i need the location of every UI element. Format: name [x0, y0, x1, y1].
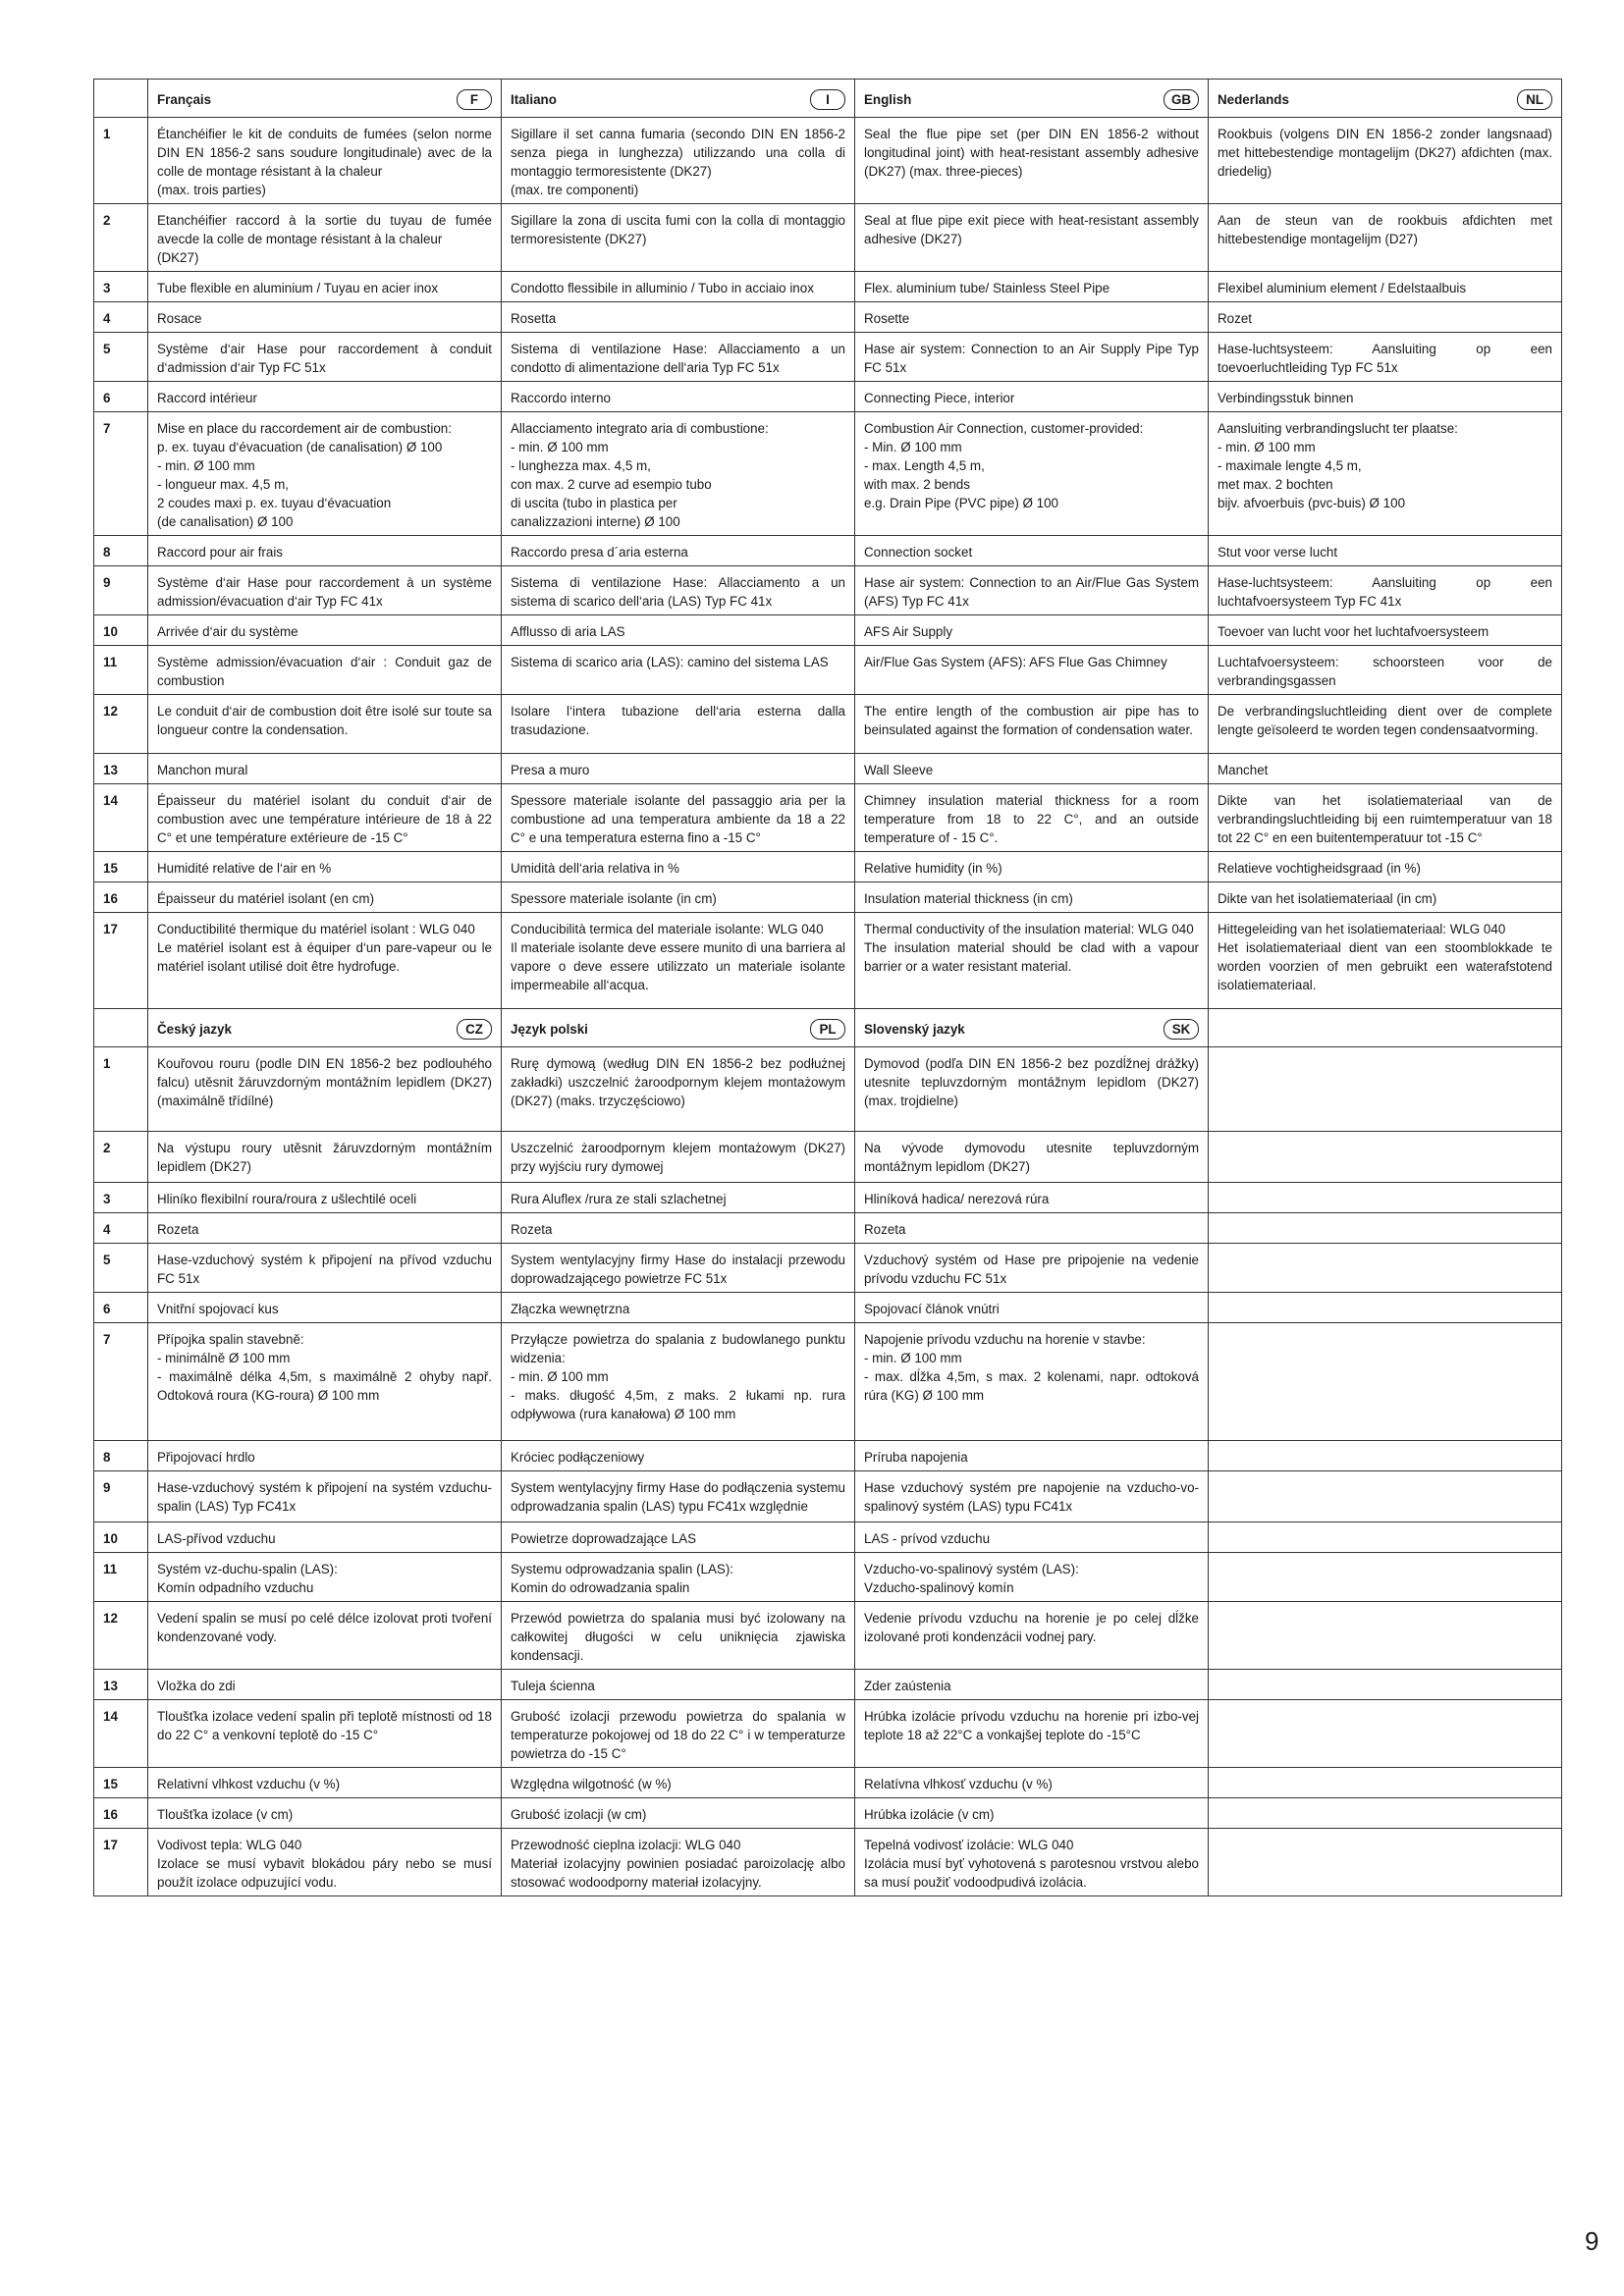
- translation-cell: Vodivost tepla: WLG 040 Izolace se musí vybavit blokádou páry nebo se musí použít izolace odpuzující vodu.: [148, 1829, 502, 1896]
- translation-cell: Raccordo interno: [502, 382, 855, 412]
- translation-cell: Conducibilità termica del materiale isolante: WLG 040 Il materiale isolante deve essere munito di una barriera al vapore o deve essere utilizzato un materiale isolante impermeabile all‘acqua.: [502, 913, 855, 1009]
- translation-cell: Raccordo presa d´aria esterna: [502, 536, 855, 566]
- translation-cell: Spojovací článok vnútri: [855, 1293, 1209, 1323]
- translation-cell: Hase air system: Connection to an Air/Flue Gas System (AFS) Typ FC 41x: [855, 566, 1209, 615]
- translation-cell: Hase-vzduchový systém k připojení na systém vzduchu-spalin (LAS) Typ FC41x: [148, 1471, 502, 1522]
- translation-cell: Système d‘air Hase pour raccordement à un système admission/évacuation d‘air Typ FC 41x: [148, 566, 502, 615]
- translation-cell: Rosace: [148, 302, 502, 333]
- translation-cell: Príruba napojenia: [855, 1441, 1209, 1471]
- translation-cell: Króciec podłączeniowy: [502, 1441, 855, 1471]
- translation-cell: Système d‘air Hase pour raccordement à conduit d‘admission d‘air Typ FC 51x: [148, 333, 502, 382]
- translation-cell: Na vývode dymovodu utesnite tepluvzdorným montážnym lepidlom (DK27): [855, 1132, 1209, 1183]
- table-row: [94, 1183, 1562, 1213]
- translation-cell: Chimney insulation material thickness for a room temperature from 18 to 22 C°, and an outside temperature of - 15 C°.: [855, 784, 1209, 852]
- row-number: 6: [94, 1293, 148, 1323]
- translation-cell: [1209, 1293, 1562, 1323]
- translation-cell: Vedení spalin se musí po celé délce izolovat proti tvoření kondenzované vody.: [148, 1602, 502, 1670]
- translation-cell: Dymovod (podľa DIN EN 1856-2 bez pozdĺžnej drážky) utesnite tepluvzdorným montážnym lepidlom (DK27) (max. trojdielne): [855, 1047, 1209, 1132]
- page-number: 9: [1585, 2226, 1599, 2256]
- translation-cell: Relative humidity (in %): [855, 852, 1209, 882]
- table-row: [94, 1047, 1562, 1132]
- translation-cell: Seal at flue pipe exit piece with heat-resistant assembly adhesive (DK27): [855, 204, 1209, 272]
- translation-cell: Sigillare il set canna fumaria (secondo DIN EN 1856-2 senza piega in lunghezza) utilizzando una colla di montaggio termoresistente (DK27) (max. tre componenti): [502, 118, 855, 204]
- table-row: [94, 913, 1562, 1009]
- translation-cell: System wentylacyjny firmy Hase do podłączenia systemu odprowadzania spalin (LAS) typu FC41x względnie: [502, 1471, 855, 1522]
- translation-cell: Rozet: [1209, 302, 1562, 333]
- table-row: [94, 1323, 1562, 1441]
- row-number: 16: [94, 1798, 148, 1829]
- table-row: [94, 118, 1562, 204]
- translation-cell: [1209, 1441, 1562, 1471]
- table-row: [94, 204, 1562, 272]
- translation-cell: Grubość izolacji (w cm): [502, 1798, 855, 1829]
- translation-cell: Na výstupu roury utěsnit žáruvzdorným montážním lepidlem (DK27): [148, 1132, 502, 1183]
- translation-cell: Hase-vzduchový systém k připojení na přívod vzduchu FC 51x: [148, 1244, 502, 1293]
- translation-cell: Rozeta: [855, 1213, 1209, 1244]
- translation-cell: Przewodność cieplna izolacji: WLG 040 Materiał izolacyjny powinien posiadać paroizolację albo stosować wodoodporny materiał izolacyjny.: [502, 1829, 855, 1896]
- language-code-badge: CZ: [457, 1019, 492, 1040]
- translation-cell: Umidità dell‘aria relativa in %: [502, 852, 855, 882]
- table-row: [94, 852, 1562, 882]
- table-row: [94, 1293, 1562, 1323]
- translation-cell: Hase air system: Connection to an Air Supply Pipe Typ FC 51x: [855, 333, 1209, 382]
- table-row: [94, 1471, 1562, 1522]
- translation-cell: Sistema di scarico aria (LAS): camino del sistema LAS: [502, 646, 855, 695]
- translation-cell: Vnitřní spojovací kus: [148, 1293, 502, 1323]
- translation-cell: [1209, 1471, 1562, 1522]
- translation-cell: Vzducho-vo-spalinový systém (LAS): Vzducho-spalinový komín: [855, 1553, 1209, 1602]
- translation-cell: Rura Aluflex /rura ze stali szlachetnej: [502, 1183, 855, 1213]
- table-row: [94, 615, 1562, 646]
- translation-cell: [1209, 1553, 1562, 1602]
- row-number: 9: [94, 1471, 148, 1522]
- translation-cell: Presa a muro: [502, 754, 855, 784]
- table-row: [94, 1553, 1562, 1602]
- translation-cell: Afflusso di aria LAS: [502, 615, 855, 646]
- translation-cell: De verbrandingsluchtleiding dient over de complete lengte geïsoleerd te worden tegen condensaatvorming.: [1209, 695, 1562, 754]
- translation-cell: Spessore materiale isolante (in cm): [502, 882, 855, 913]
- row-number: 15: [94, 852, 148, 882]
- translation-cell: Allacciamento integrato aria di combustione: - min. Ø 100 mm - lunghezza max. 4,5 m, con max. 2 curve ad esempio tubo di uscita (tubo in plastica per canalizzazioni interne) Ø 100: [502, 412, 855, 536]
- translation-cell: [1209, 1213, 1562, 1244]
- translation-cell: Sistema di ventilazione Hase: Allacciamento a un condotto di alimentazione dell‘aria Typ FC 51x: [502, 333, 855, 382]
- table-row: [94, 1670, 1562, 1700]
- translation-cell: LAS-přívod vzduchu: [148, 1522, 502, 1553]
- language-header-cell: [148, 80, 502, 118]
- translation-cell: Vedenie prívodu vzduchu na horenie je po celej dĺžke izolované proti kondenzácii vodnej pary.: [855, 1602, 1209, 1670]
- translation-cell: Hase vzduchový systém pre napojenie na vzducho-vo-spalinový systém (LAS) typu FC41x: [855, 1471, 1209, 1522]
- translation-cell: [1209, 1132, 1562, 1183]
- translation-cell: Dikte van het isolatiemateriaal van de verbrandingsluchtleiding bij een ruimtemperatuur van 18 tot 22 C° en een buitentemperatuur tot -15 C°: [1209, 784, 1562, 852]
- language-code-badge: SK: [1164, 1019, 1199, 1040]
- translation-cell: Toevoer van lucht voor het luchtafvoersysteem: [1209, 615, 1562, 646]
- translation-cell: [1209, 1829, 1562, 1896]
- language-header-row: [94, 80, 1562, 118]
- translation-table: [93, 79, 1562, 1896]
- table-row: [94, 1441, 1562, 1471]
- translation-cell: Tube flexible en aluminium / Tuyau en acier inox: [148, 272, 502, 302]
- translation-cell: Relativní vlhkost vzduchu (v %): [148, 1768, 502, 1798]
- translation-cell: Rosette: [855, 302, 1209, 333]
- translation-cell: Relatívna vlhkosť vzduchu (v %): [855, 1768, 1209, 1798]
- table-row: [94, 646, 1562, 695]
- language-code-badge: NL: [1517, 89, 1552, 110]
- row-number: 2: [94, 1132, 148, 1183]
- translation-cell: Raccord pour air frais: [148, 536, 502, 566]
- language-header-cell: [1209, 80, 1562, 118]
- table-row: [94, 566, 1562, 615]
- row-number: 10: [94, 615, 148, 646]
- translation-cell: Hase-luchtsysteem: Aansluiting op een luchtafvoersysteem Typ FC 41x: [1209, 566, 1562, 615]
- translation-cell: Hrúbka izolácie (v cm): [855, 1798, 1209, 1829]
- row-number: 5: [94, 333, 148, 382]
- translation-cell: Manchet: [1209, 754, 1562, 784]
- translation-cell: Thermal conductivity of the insulation material: WLG 040 The insulation material should be clad with a vapour barrier or a water resistant material.: [855, 913, 1209, 1009]
- row-number: 13: [94, 754, 148, 784]
- row-number: 7: [94, 1323, 148, 1441]
- row-number: 4: [94, 302, 148, 333]
- translation-cell: Flexibel aluminium element / Edelstaalbuis: [1209, 272, 1562, 302]
- row-number: 16: [94, 882, 148, 913]
- translation-cell: [1209, 1323, 1562, 1441]
- translation-cell: Rozeta: [148, 1213, 502, 1244]
- translation-cell: Aansluiting verbrandingslucht ter plaatse: - min. Ø 100 mm - maximale lengte 4,5 m, met max. 2 bochten bijv. afvoerbuis (pvc-buis) Ø 100: [1209, 412, 1562, 536]
- translation-cell: Condotto flessibile in alluminio / Tubo in acciaio inox: [502, 272, 855, 302]
- translation-cell: Złączka wewnętrzna: [502, 1293, 855, 1323]
- translation-cell: Rozeta: [502, 1213, 855, 1244]
- language-name: Nederlands: [1218, 91, 1289, 107]
- translation-cell: Rookbuis (volgens DIN EN 1856-2 zonder langsnaad) met hittebestendige montagelijm (DK27) afdichten (max. driedelig): [1209, 118, 1562, 204]
- table-body: [94, 80, 1562, 1896]
- translation-cell: Connection socket: [855, 536, 1209, 566]
- translation-cell: Powietrze doprowadzające LAS: [502, 1522, 855, 1553]
- table-row: [94, 333, 1562, 382]
- translation-cell: Hrúbka izolácie prívodu vzduchu na horenie pri izbo-vej teplote 18 až 22°C a vonkajšej teplote do -15°C: [855, 1700, 1209, 1768]
- translation-cell: The entire length of the combustion air pipe has to beinsulated against the formation of condensation water.: [855, 695, 1209, 754]
- language-code-badge: PL: [810, 1019, 845, 1040]
- language-code-badge: GB: [1164, 89, 1199, 110]
- translation-cell: [1209, 1244, 1562, 1293]
- translation-cell: Air/Flue Gas System (AFS): AFS Flue Gas Chimney: [855, 646, 1209, 695]
- translation-cell: [1209, 1602, 1562, 1670]
- translation-cell: Przewód powietrza do spalania musi być izolowany na całkowitej długości w celu uniknięcia zjawiska kondensacji.: [502, 1602, 855, 1670]
- translation-cell: Arrivée d‘air du système: [148, 615, 502, 646]
- translation-cell: Étanchéifier le kit de conduits de fumées (selon norme DIN EN 1856-2 sans soudure longitudinale) avec de la colle de montage résistant à la chaleur (max. trois parties): [148, 118, 502, 204]
- translation-cell: [1209, 1798, 1562, 1829]
- row-number: 3: [94, 272, 148, 302]
- row-number: 17: [94, 913, 148, 1009]
- translation-cell: Rurę dymową (według DIN EN 1856-2 bez podłużnej zakładki) uszczelnić żaroodpornym klejem montażowym (DK27) (maks. trzyczęściowo): [502, 1047, 855, 1132]
- translation-cell: Insulation material thickness (in cm): [855, 882, 1209, 913]
- translation-cell: Épaisseur du matériel isolant du conduit d‘air de combustion avec une température intérieure de 18 à 22 C° et une température extérieure de -15 C°: [148, 784, 502, 852]
- translation-cell: Épaisseur du matériel isolant (en cm): [148, 882, 502, 913]
- language-header-cell: [855, 1009, 1209, 1047]
- row-number: 7: [94, 412, 148, 536]
- translation-cell: Système admission/évacuation d‘air : Conduit gaz de combustion: [148, 646, 502, 695]
- translation-cell: Tuleja ścienna: [502, 1670, 855, 1700]
- language-code-badge: F: [457, 89, 492, 110]
- table-row: [94, 536, 1562, 566]
- language-name: Français: [157, 91, 212, 107]
- translation-cell: [1209, 1670, 1562, 1700]
- translation-cell: [1209, 1522, 1562, 1553]
- table-row: [94, 272, 1562, 302]
- translation-cell: Stut voor verse lucht: [1209, 536, 1562, 566]
- translation-cell: Względna wilgotność (w %): [502, 1768, 855, 1798]
- row-number: 12: [94, 1602, 148, 1670]
- table-row: [94, 1829, 1562, 1896]
- row-number: 1: [94, 1047, 148, 1132]
- translation-cell: Uszczelnić żaroodpornym klejem montażowym (DK27) przy wyjściu rury dymowej: [502, 1132, 855, 1183]
- translation-cell: Humidité relative de l‘air en %: [148, 852, 502, 882]
- translation-cell: Hliníko flexibilní roura/roura z ušlechtilé oceli: [148, 1183, 502, 1213]
- translation-cell: Grubość izolacji przewodu powietrza do spalania w temperaturze pokojowej od 18 do 22 C° i w temperaturze powietrza do -15 C°: [502, 1700, 855, 1768]
- row-number: 2: [94, 204, 148, 272]
- translation-cell: [1209, 1768, 1562, 1798]
- translation-cell: Mise en place du raccordement air de combustion: p. ex. tuyau d‘évacuation (de canalisation) Ø 100 - min. Ø 100 mm - longueur max. 4,5 m, 2 coudes maxi p. ex. tuyau d‘évacuation (de canalisation) Ø 100: [148, 412, 502, 536]
- translation-cell: Verbindingsstuk binnen: [1209, 382, 1562, 412]
- translation-cell: Systemu odprowadzania spalin (LAS): Komin do odrowadzania spalin: [502, 1553, 855, 1602]
- translation-cell: [1209, 1700, 1562, 1768]
- language-name: English: [864, 91, 912, 107]
- translation-cell: Kouřovou rouru (podle DIN EN 1856-2 bez podlouhého falcu) utěsnit žáruvzdorným montážním lepidlem (DK27) (maximálně třídílné): [148, 1047, 502, 1132]
- language-name: Český jazyk: [157, 1021, 232, 1037]
- table-row: [94, 754, 1562, 784]
- translation-cell: Etanchéifier raccord à la sortie du tuyau de fumée avecde la colle de montage résistant à la chaleur (DK27): [148, 204, 502, 272]
- translation-cell: Sistema di ventilazione Hase: Allacciamento a un sistema di scarico dell‘aria (LAS) Typ FC 41x: [502, 566, 855, 615]
- translation-cell: Aan de steun van de rookbuis afdichten met hittebestendige montagelijm (D27): [1209, 204, 1562, 272]
- table-row: [94, 1798, 1562, 1829]
- language-name: Italiano: [511, 91, 557, 107]
- translation-cell: Raccord intérieur: [148, 382, 502, 412]
- row-number: 14: [94, 1700, 148, 1768]
- translation-cell: Seal the flue pipe set (per DIN EN 1856-2 without longitudinal joint) with heat-resistant assembly adhesive (DK27) (max. three-pieces): [855, 118, 1209, 204]
- translation-cell: Hittegeleiding van het isolatiemateriaal: WLG 040 Het isolatiemateriaal dient van een stoomblokkade te worden voorzien of men gebruikt een waterafstotend isolatiemateriaal.: [1209, 913, 1562, 1009]
- row-number: 17: [94, 1829, 148, 1896]
- language-header-cell: [1209, 1009, 1562, 1047]
- table-row: [94, 382, 1562, 412]
- table-row: [94, 1213, 1562, 1244]
- table-row: [94, 1244, 1562, 1293]
- translation-cell: AFS Air Supply: [855, 615, 1209, 646]
- translation-cell: Przyłącze powietrza do spalania z budowlanego punktu widzenia: - min. Ø 100 mm - maks. długość 4,5m, z maks. 2 łukami np. rura odpływowa (rura kanałowa) Ø 100 mm: [502, 1323, 855, 1441]
- table-row: [94, 1522, 1562, 1553]
- row-number: 6: [94, 382, 148, 412]
- row-number: 1: [94, 118, 148, 204]
- language-name: Język polski: [511, 1021, 588, 1037]
- translation-cell: Conductibilité thermique du matériel isolant : WLG 040 Le matériel isolant est à équiper d‘un pare-vapeur ou le matériel isolant utilisé doit être hydrofuge.: [148, 913, 502, 1009]
- row-number: 5: [94, 1244, 148, 1293]
- row-number: 14: [94, 784, 148, 852]
- translation-cell: Luchtafvoersysteem: schoorsteen voor de verbrandingsgassen: [1209, 646, 1562, 695]
- table-row: [94, 1768, 1562, 1798]
- table-row: [94, 882, 1562, 913]
- row-number: 15: [94, 1768, 148, 1798]
- translation-cell: Sigillare la zona di uscita fumi con la colla di montaggio termoresistente (DK27): [502, 204, 855, 272]
- translation-cell: Tepelná vodivosť izolácie: WLG 040 Izolácia musí byť vyhotovená s parotesnou vrstvou alebo sa musí použiť vodoodpudivá izolácia.: [855, 1829, 1209, 1896]
- translation-cell: Combustion Air Connection, customer-provided: - Min. Ø 100 mm - max. Length 4,5 m, with max. 2 bends e.g. Drain Pipe (PVC pipe) Ø 100: [855, 412, 1209, 536]
- row-number: 11: [94, 1553, 148, 1602]
- row-number: 3: [94, 1183, 148, 1213]
- row-number: 4: [94, 1213, 148, 1244]
- translation-cell: Flex. aluminium tube/ Stainless Steel Pipe: [855, 272, 1209, 302]
- table-row: [94, 1602, 1562, 1670]
- translation-cell: Spessore materiale isolante del passaggio aria per la combustione ad una temperatura ambiente da 18 a 22 C° e una temperatura esterna fino a -15 C°: [502, 784, 855, 852]
- row-number: 8: [94, 536, 148, 566]
- language-header-cell: [502, 80, 855, 118]
- language-header-cell: [855, 80, 1209, 118]
- translation-cell: Vložka do zdi: [148, 1670, 502, 1700]
- row-number: 12: [94, 695, 148, 754]
- translation-cell: LAS - prívod vzduchu: [855, 1522, 1209, 1553]
- header-number-cell: [94, 80, 148, 118]
- translation-cell: Dikte van het isolatiemateriaal (in cm): [1209, 882, 1562, 913]
- table-row: [94, 695, 1562, 754]
- header-number-cell: [94, 1009, 148, 1047]
- row-number: 13: [94, 1670, 148, 1700]
- translation-cell: Přípojka spalin stavebně: - minimálně Ø 100 mm - maximálně délka 4,5m, s maximálně 2 ohyby např. Odtoková roura (KG-roura) Ø 100 mm: [148, 1323, 502, 1441]
- row-number: 9: [94, 566, 148, 615]
- row-number: 10: [94, 1522, 148, 1553]
- table-row: [94, 1700, 1562, 1768]
- translation-cell: Manchon mural: [148, 754, 502, 784]
- translation-cell: Vzduchový systém od Hase pre pripojenie na vedenie prívodu vzduchu FC 51x: [855, 1244, 1209, 1293]
- translation-cell: Hase-luchtsysteem: Aansluiting op een toevoerluchtleiding Typ FC 51x: [1209, 333, 1562, 382]
- language-code-badge: I: [810, 89, 845, 110]
- translation-cell: Systém vz-duchu-spalin (LAS): Komín odpadního vzduchu: [148, 1553, 502, 1602]
- translation-cell: Wall Sleeve: [855, 754, 1209, 784]
- table-row: [94, 302, 1562, 333]
- translation-cell: Rosetta: [502, 302, 855, 333]
- translation-cell: Tloušťka izolace vedení spalin při teplotě místnosti od 18 do 22 C° a venkovní teplotě do -15 C°: [148, 1700, 502, 1768]
- translation-cell: Connecting Piece, interior: [855, 382, 1209, 412]
- language-header-cell: [148, 1009, 502, 1047]
- translation-cell: Tloušťka izolace (v cm): [148, 1798, 502, 1829]
- translation-cell: Napojenie prívodu vzduchu na horenie v stavbe: - min. Ø 100 mm - max. dĺžka 4,5m, s max. 2 kolenami, napr. odtoková rúra (KG) Ø 100 mm: [855, 1323, 1209, 1441]
- language-name: Slovenský jazyk: [864, 1021, 965, 1037]
- translation-cell: Zder zaústenia: [855, 1670, 1209, 1700]
- translation-cell: System wentylacyjny firmy Hase do instalacji przewodu doprowadzającego powietrze FC 51x: [502, 1244, 855, 1293]
- language-header-row: [94, 1009, 1562, 1047]
- language-header-cell: [502, 1009, 855, 1047]
- table-row: [94, 412, 1562, 536]
- translation-cell: Le conduit d‘air de combustion doit être isolé sur toute sa longueur contre la condensation.: [148, 695, 502, 754]
- row-number: 8: [94, 1441, 148, 1471]
- translation-cell: Isolare l‘intera tubazione dell‘aria esterna dalla trasudazione.: [502, 695, 855, 754]
- translation-cell: Připojovací hrdlo: [148, 1441, 502, 1471]
- translation-cell: [1209, 1047, 1562, 1132]
- translation-cell: [1209, 1183, 1562, 1213]
- translation-cell: Hliníková hadica/ nerezová rúra: [855, 1183, 1209, 1213]
- table-row: [94, 784, 1562, 852]
- translation-cell: Relatieve vochtigheidsgraad (in %): [1209, 852, 1562, 882]
- row-number: 11: [94, 646, 148, 695]
- table-row: [94, 1132, 1562, 1183]
